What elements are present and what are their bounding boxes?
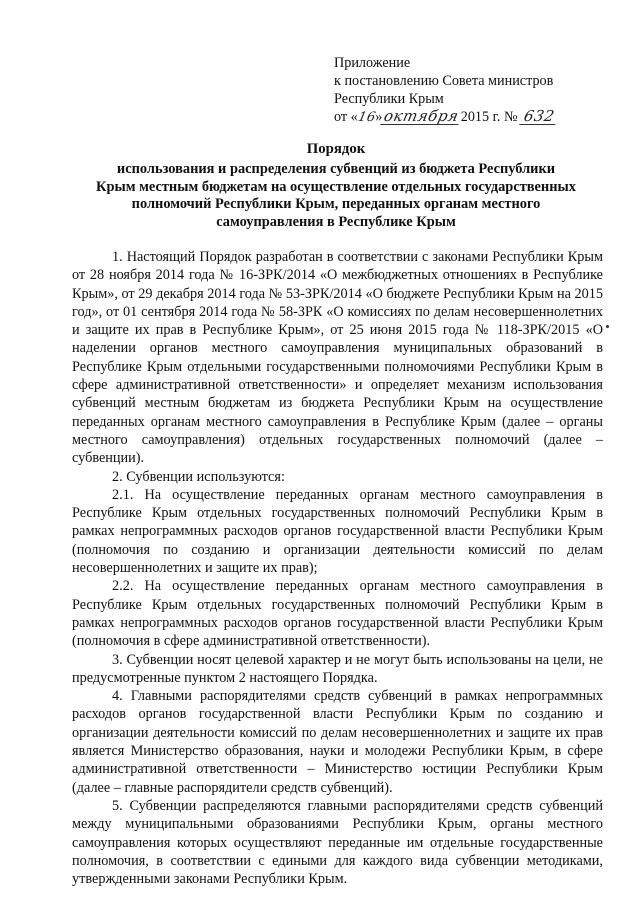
title-line-3: полномочий Республики Крым, переданных органам местного [131, 196, 541, 213]
document-title [70, 141, 602, 232]
appendix-date-number [334, 108, 624, 126]
title-main: Порядок [306, 141, 366, 157]
handwritten-day: 16 [356, 110, 377, 125]
date-prefix: от « [334, 109, 358, 125]
paragraph-2-2: 2.2. На осуществление переданных органам местного самоуправления в Республике Крым отдельных государственных полномочий Республики Крым в рамках непрограммных расходов органов государственной власти Республики Крым (полномочия в сфере административной ответственности). [72, 578, 603, 650]
handwritten-number: 632 [519, 109, 559, 125]
appendix-label: Приложение [334, 55, 411, 71]
appendix-header [334, 54, 624, 126]
paragraph-3: 3. Субвенции носят целевой характер и не могут быть использованы на цели, не предусмотренные пунктом 2 настоящего Порядка. [72, 651, 603, 686]
appendix-republic: Республики Крым [334, 91, 444, 107]
date-quote-close: » [375, 109, 383, 125]
title-line-1: использования и распределения субвенций из бюджета Республики [116, 160, 556, 177]
title-line-2: Крым местным бюджетам на осуществление отдельных государственных [96, 178, 576, 195]
paragraph-5: 5. Субвенции распределяются главными распорядителями средств субвенций между муниципальными образованиями Республики Крым, органы местного самоуправления которых осуществляют переданные им отдельные государственные полномочия, в соответствии с едиными для каждого вида субвенции методиками, утвержденными законами Республики Крым. [72, 797, 603, 888]
paragraph-4: 4. Главными распорядителями средств субвенций в рамках непрограммных расходов органов государственной власти Республики Крым по созданию и организации деятельности комиссий по делам несовершеннолетних и защите их прав является Министерство образования, науки и молодежи Республики Крым, в сфере административной ответственности – Министерство юстиции Республики Крым (далее – главные распорядители средств субвенций). [72, 688, 603, 796]
handwritten-month: октября [382, 107, 461, 125]
paragraph-1: 1. Настоящий Порядок разработан в соответствии с законами Республики Крым от 28 ноября 2014 года № 16-ЗРК/2014 «О межбюджетных отношениях в Республике Крым», от 29 декабря 2014 года № 53-ЗРК/2014 «О бюджете Республики Крым на 2015 год», от 01 сентября 2014 года № 58-ЗРК «О комиссиях по делам несовершеннолетних и защите их прав в Республике Крым», от 25 июня 2015 года № 118-ЗРК/2015 «О наделении органов местного самоуправления муниципальных образований в Республике Крым отдельными государственными полномочиями Республики Крым в сфере административной ответственности» и определяет механизм использования субвенций местным бюджетам из бюджета Республики Крым на осуществление переданных органам местного самоуправления в Республике Крым (далее – органы местного самоуправления) отдельных государственных полномочий (далее – субвенции). [72, 249, 603, 467]
title-line-4: самоуправления в Республике Крым [216, 214, 456, 231]
document-body [72, 248, 603, 888]
date-year: 2015 г. № [460, 109, 518, 125]
scan-speck [606, 325, 609, 328]
paragraph-2-1: 2.1. На осуществление переданных органам местного самоуправления в Республике Крым отдельных государственных полномочий Республики Крым в рамках непрограммных расходов органов государственной власти Республики Крым (полномочия по созданию и организации деятельности комиссий по делам несовершеннолетних и защите их прав); [72, 486, 603, 577]
paragraph-2: 2. Субвенции используются: [112, 468, 285, 485]
appendix-resolution-ref: к постановлению Совета министров [334, 73, 554, 89]
